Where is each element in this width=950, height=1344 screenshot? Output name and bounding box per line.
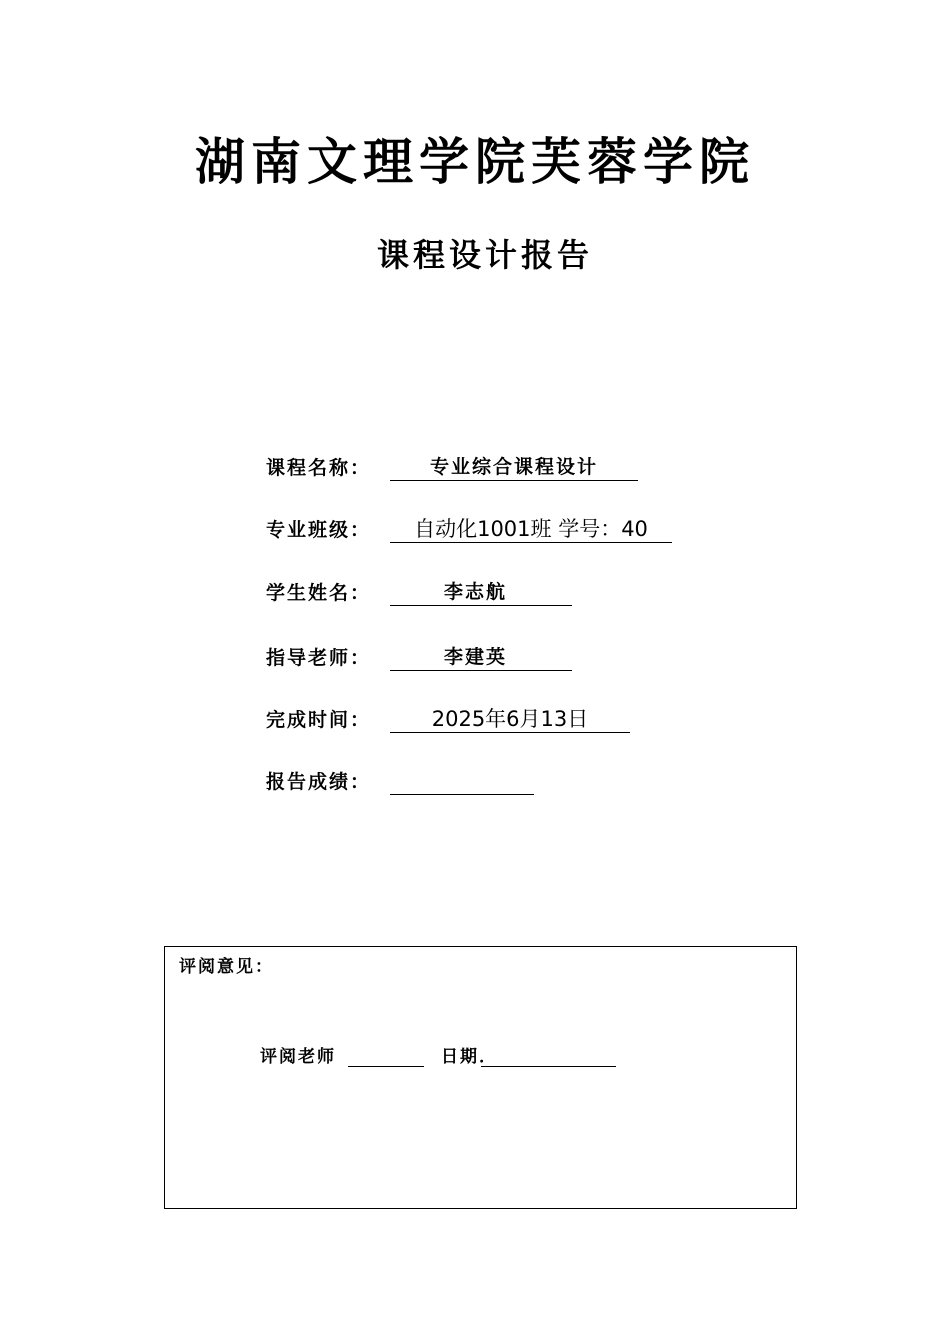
review-date-label: 日期．: [441, 1047, 498, 1067]
course-name-value: 专业综合课程设计: [390, 452, 638, 481]
review-teacher-line: [348, 1046, 424, 1067]
student-name-label: 学生姓名：: [266, 582, 372, 604]
advisor-value: 李建英: [390, 642, 572, 671]
course-name-label: 课程名称：: [266, 457, 372, 479]
review-teacher-label: 评阅老师: [260, 1047, 336, 1067]
grade-value: [390, 766, 534, 795]
review-opinion-label: 评阅意见：: [179, 957, 274, 977]
advisor-label: 指导老师：: [266, 647, 372, 669]
school-name: 湖南文理学院芙蓉学院: [195, 132, 755, 191]
major-class-label: 专业班级：: [266, 519, 372, 541]
completion-time-label: 完成时间：: [266, 709, 372, 731]
review-box: [164, 946, 797, 1209]
review-date-line: [481, 1046, 616, 1067]
completion-time-value: 2025年6月13日: [390, 704, 630, 733]
student-name-value: 李志航: [390, 577, 572, 606]
grade-label: 报告成绩：: [266, 771, 372, 793]
major-class-value: 自动化1001班 学号：40: [390, 514, 672, 543]
report-title: 课程设计报告: [376, 236, 593, 274]
